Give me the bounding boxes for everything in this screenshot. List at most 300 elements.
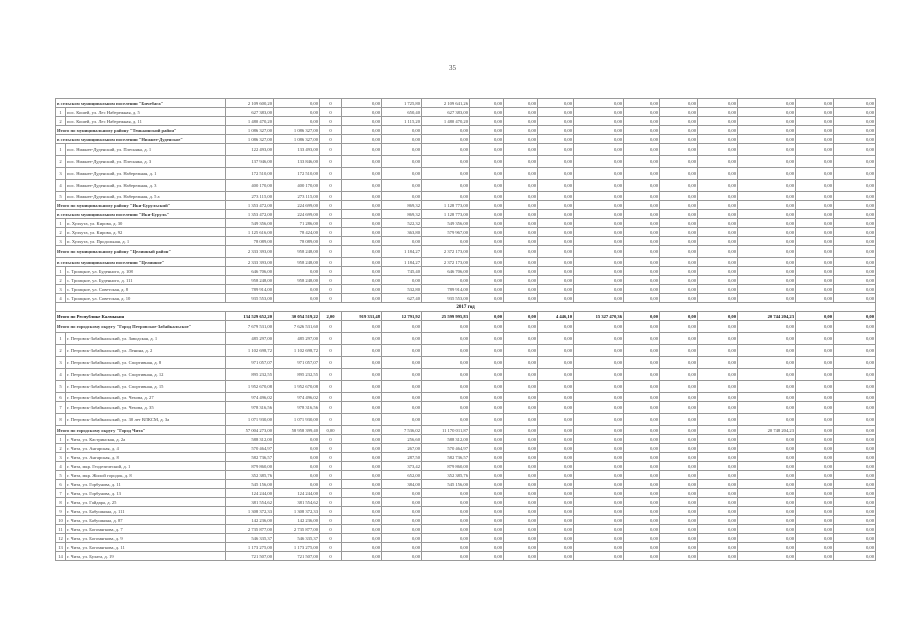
- value-cell: 0,00: [470, 534, 504, 543]
- value-cell: 0,00: [624, 99, 660, 108]
- year-label: 2017 год: [56, 303, 876, 312]
- value-cell: 1 308 372,33: [274, 507, 320, 516]
- value-cell: 0,00: [624, 462, 660, 471]
- value-cell: 895 232,55: [226, 369, 274, 381]
- value-cell: 0,00: [698, 201, 738, 210]
- value-cell: 0,00: [738, 99, 796, 108]
- value-cell: 978 316,56: [226, 402, 274, 414]
- value-cell: 0,00: [624, 246, 660, 258]
- value-cell: 0,00: [698, 453, 738, 462]
- value-cell: 381 554,62: [274, 498, 320, 507]
- value-cell: 267,00: [382, 444, 422, 453]
- value-cell: 0,00: [382, 381, 422, 393]
- value-cell: 545 156,00: [226, 480, 274, 489]
- row-index: 2: [56, 276, 66, 285]
- value-cell: 0,00: [698, 345, 738, 357]
- value-cell: 879 860,00: [226, 462, 274, 471]
- value-cell: 869,32: [382, 201, 422, 210]
- row-index: 11: [56, 525, 66, 534]
- value-cell: 0,00: [796, 99, 834, 108]
- value-cell: 0,00: [470, 393, 504, 402]
- value-cell: 0,00: [342, 471, 382, 480]
- value-cell: 0,00: [382, 534, 422, 543]
- value-cell: 287,50: [382, 453, 422, 462]
- value-cell: 0,00: [660, 99, 698, 108]
- value-cell: 0,00: [624, 192, 660, 201]
- value-cell: 0: [320, 498, 342, 507]
- value-cell: 0,00: [342, 237, 382, 246]
- value-cell: 0,00: [574, 237, 624, 246]
- value-cell: 0,00: [796, 381, 834, 393]
- value-cell: 0,00: [342, 321, 382, 333]
- value-cell: 0,00: [504, 369, 538, 381]
- value-cell: 0,00: [834, 144, 876, 156]
- value-cell: 0: [320, 543, 342, 552]
- value-cell: 0,00: [574, 393, 624, 402]
- value-cell: 0,00: [660, 312, 698, 321]
- value-cell: 0,00: [470, 516, 504, 525]
- value-cell: 0,00: [624, 108, 660, 117]
- value-cell: 0,00: [660, 414, 698, 426]
- value-cell: 721 507,00: [226, 552, 274, 561]
- value-cell: 0,00: [738, 285, 796, 294]
- value-cell: 0,00: [624, 258, 660, 267]
- value-cell: 0,00: [738, 471, 796, 480]
- value-cell: 2 735 877,00: [274, 525, 320, 534]
- value-cell: 0,00: [470, 345, 504, 357]
- value-cell: 0,00: [624, 267, 660, 276]
- value-cell: 0: [320, 99, 342, 108]
- value-cell: 0,00: [504, 333, 538, 345]
- value-cell: 0,00: [834, 294, 876, 303]
- value-cell: 0,00: [574, 192, 624, 201]
- value-cell: 0,00: [660, 276, 698, 285]
- value-cell: 0,00: [796, 333, 834, 345]
- value-cell: 0,00: [504, 489, 538, 498]
- value-cell: 0,00: [574, 381, 624, 393]
- value-cell: 0,00: [504, 156, 538, 168]
- value-cell: 0,00: [320, 426, 342, 435]
- value-cell: 0,00: [698, 192, 738, 201]
- value-cell: 0,00: [574, 414, 624, 426]
- value-cell: 0,00: [470, 192, 504, 201]
- value-cell: 0,00: [738, 381, 796, 393]
- value-cell: 0,00: [470, 285, 504, 294]
- value-cell: 0: [320, 552, 342, 561]
- value-cell: 0,00: [738, 333, 796, 345]
- value-cell: 0,00: [342, 201, 382, 210]
- row-index: 2: [56, 156, 66, 168]
- value-cell: 0: [320, 201, 342, 210]
- value-cell: 0,00: [274, 444, 320, 453]
- value-cell: 745,40: [382, 267, 422, 276]
- value-cell: 0,00: [342, 108, 382, 117]
- value-cell: 0,00: [342, 552, 382, 561]
- table-row: [56, 393, 876, 402]
- value-cell: 0,00: [422, 156, 470, 168]
- row-index: 14: [56, 552, 66, 561]
- value-cell: 0,00: [574, 435, 624, 444]
- value-cell: 0,00: [274, 471, 320, 480]
- value-cell: 0,00: [574, 144, 624, 156]
- table-row: [56, 144, 876, 156]
- value-cell: 0,00: [342, 156, 382, 168]
- value-cell: 12 791,92: [382, 312, 422, 321]
- value-cell: 0: [320, 534, 342, 543]
- row-index: 10: [56, 516, 66, 525]
- value-cell: 0,00: [422, 414, 470, 426]
- value-cell: 172 510,00: [226, 168, 274, 180]
- value-cell: 0,00: [698, 219, 738, 228]
- address-cell: с. Троицкое, ул. Советская, д. 10: [66, 294, 226, 303]
- value-cell: 0,00: [660, 480, 698, 489]
- value-cell: 0,00: [470, 312, 504, 321]
- value-cell: 0,00: [538, 156, 574, 168]
- value-cell: 0,00: [504, 402, 538, 414]
- value-cell: 0,00: [470, 525, 504, 534]
- value-cell: 0,00: [538, 228, 574, 237]
- value-cell: 0,00: [538, 219, 574, 228]
- value-cell: 0,00: [504, 453, 538, 462]
- value-cell: 0,00: [660, 498, 698, 507]
- value-cell: 0,00: [382, 180, 422, 192]
- value-cell: 0,00: [738, 489, 796, 498]
- value-cell: 2 109 600,20: [226, 99, 274, 108]
- value-cell: 0,00: [698, 117, 738, 126]
- value-cell: 0,00: [796, 402, 834, 414]
- value-cell: 0,00: [342, 516, 382, 525]
- value-cell: 0,00: [660, 210, 698, 219]
- value-cell: 582 736,57: [422, 453, 470, 462]
- value-cell: 0: [320, 333, 342, 345]
- value-cell: 0,00: [834, 258, 876, 267]
- value-cell: 133 846,00: [274, 156, 320, 168]
- value-cell: 0,00: [538, 402, 574, 414]
- value-cell: 0,00: [470, 180, 504, 192]
- value-cell: 0: [320, 276, 342, 285]
- table-row: [56, 462, 876, 471]
- value-cell: 0,00: [660, 117, 698, 126]
- value-cell: 0,00: [738, 516, 796, 525]
- value-cell: 0,00: [504, 534, 538, 543]
- value-cell: 0: [320, 453, 342, 462]
- value-cell: 2 333 393,00: [226, 258, 274, 267]
- value-cell: 0,00: [538, 435, 574, 444]
- value-cell: 0: [320, 369, 342, 381]
- value-cell: 0,00: [504, 285, 538, 294]
- value-cell: 20 748 204,23: [738, 426, 796, 435]
- group-name-cell: в сельском муниципальном поселении "Целинное": [56, 258, 226, 267]
- value-cell: 0,00: [504, 201, 538, 210]
- value-cell: 1 071 930,00: [274, 414, 320, 426]
- value-cell: 0,00: [796, 516, 834, 525]
- value-cell: 2,00: [320, 312, 342, 321]
- value-cell: 0,00: [574, 321, 624, 333]
- value-cell: 0,00: [796, 498, 834, 507]
- value-cell: 0,00: [504, 126, 538, 135]
- value-cell: 652,00: [382, 471, 422, 480]
- value-cell: 0,00: [470, 462, 504, 471]
- value-cell: 0,00: [796, 345, 834, 357]
- value-cell: 0,00: [538, 489, 574, 498]
- value-cell: 0,00: [834, 444, 876, 453]
- value-cell: 0,00: [470, 126, 504, 135]
- value-cell: 0,00: [382, 516, 422, 525]
- address-cell: пос. Нижнее-Дуденский, ул. Набережная, д. 1: [66, 168, 226, 180]
- value-cell: 0,00: [574, 453, 624, 462]
- value-cell: 0,00: [470, 435, 504, 444]
- value-cell: 1 086 327,00: [274, 126, 320, 135]
- address-cell: г. Чита, ул. Горбунова, д. 13: [66, 489, 226, 498]
- value-cell: 0,00: [738, 552, 796, 561]
- value-cell: 0,00: [698, 357, 738, 369]
- value-cell: 532,80: [382, 285, 422, 294]
- value-cell: 1 086 327,00: [226, 135, 274, 144]
- value-cell: 0,00: [738, 126, 796, 135]
- value-cell: 256,60: [382, 435, 422, 444]
- value-cell: 0,00: [382, 237, 422, 246]
- value-cell: 0: [320, 414, 342, 426]
- group-row: [56, 312, 876, 321]
- value-cell: 0,00: [342, 525, 382, 534]
- value-cell: 0,00: [470, 426, 504, 435]
- value-cell: 0,00: [470, 369, 504, 381]
- value-cell: 0,00: [738, 357, 796, 369]
- value-cell: 0,00: [470, 210, 504, 219]
- group-name-cell: в сельском муниципальном поселении "Нижнее-Дуденское": [56, 135, 226, 144]
- value-cell: 0,00: [574, 135, 624, 144]
- value-cell: 0,00: [624, 543, 660, 552]
- value-cell: 0,00: [738, 345, 796, 357]
- value-cell: 2 372 173,00: [422, 246, 470, 258]
- value-cell: 0,00: [834, 228, 876, 237]
- value-cell: 0,00: [698, 435, 738, 444]
- value-cell: 0,00: [342, 489, 382, 498]
- value-cell: 0,00: [382, 357, 422, 369]
- value-cell: 0,00: [342, 462, 382, 471]
- value-cell: 0,00: [574, 543, 624, 552]
- value-cell: 0,00: [660, 462, 698, 471]
- value-cell: 7 679 531,00: [226, 321, 274, 333]
- value-cell: 0,00: [382, 135, 422, 144]
- value-cell: 0,00: [738, 534, 796, 543]
- value-cell: 0,00: [382, 552, 422, 561]
- value-cell: 0,00: [470, 294, 504, 303]
- value-cell: 0,00: [698, 516, 738, 525]
- value-cell: 627,40: [382, 294, 422, 303]
- address-cell: пос. Нижнее-Дуденский, ул. Плесняка, д. 1: [66, 144, 226, 156]
- value-cell: 122 493,00: [226, 144, 274, 156]
- row-index: 2: [56, 444, 66, 453]
- group-row: [56, 426, 876, 435]
- value-cell: 78 424,00: [274, 228, 320, 237]
- value-cell: 0,00: [504, 228, 538, 237]
- value-cell: 0,00: [834, 489, 876, 498]
- value-cell: 0,00: [624, 444, 660, 453]
- value-cell: 0,00: [624, 201, 660, 210]
- table-row: [56, 345, 876, 357]
- value-cell: 0,00: [422, 507, 470, 516]
- value-cell: 0,00: [660, 435, 698, 444]
- value-cell: 0,00: [660, 444, 698, 453]
- row-index: 4: [56, 294, 66, 303]
- value-cell: 1 184,27: [382, 258, 422, 267]
- value-cell: 0: [320, 435, 342, 444]
- value-cell: 224 699,00: [274, 210, 320, 219]
- value-cell: 0,00: [738, 369, 796, 381]
- value-cell: 0: [320, 180, 342, 192]
- value-cell: 0,00: [274, 99, 320, 108]
- value-cell: 0,00: [834, 312, 876, 321]
- value-cell: 0,00: [834, 471, 876, 480]
- address-cell: г. Петровск-Забайкальский, ул. Спортивная, д. 8: [66, 357, 226, 369]
- value-cell: 0,00: [422, 552, 470, 561]
- value-cell: 0,00: [796, 192, 834, 201]
- value-cell: 0,00: [342, 168, 382, 180]
- value-cell: 0,00: [504, 444, 538, 453]
- value-cell: 0,00: [574, 444, 624, 453]
- value-cell: 1 952 670,08: [274, 381, 320, 393]
- value-cell: 0,00: [504, 552, 538, 561]
- value-cell: 0,00: [342, 345, 382, 357]
- value-cell: 0,00: [834, 219, 876, 228]
- value-cell: 1 128 773,00: [422, 201, 470, 210]
- value-cell: 0,00: [538, 267, 574, 276]
- value-cell: 0,00: [624, 237, 660, 246]
- value-cell: 0,00: [834, 201, 876, 210]
- value-cell: 1 952 670,08: [226, 381, 274, 393]
- value-cell: 20 744 204,23: [738, 312, 796, 321]
- value-cell: 0,00: [422, 516, 470, 525]
- table-row: [56, 453, 876, 462]
- value-cell: 0,00: [796, 357, 834, 369]
- value-cell: 0: [320, 345, 342, 357]
- value-cell: 0,00: [274, 462, 320, 471]
- value-cell: 0,00: [738, 543, 796, 552]
- address-cell: г. Петровск-Забайкальский, ул. Спортивная, д. 15: [66, 381, 226, 393]
- value-cell: 0,00: [660, 228, 698, 237]
- value-cell: 0,00: [660, 108, 698, 117]
- value-cell: 0,00: [624, 180, 660, 192]
- value-cell: 0,00: [382, 192, 422, 201]
- value-cell: 0,00: [504, 312, 538, 321]
- value-cell: 0,00: [422, 393, 470, 402]
- value-cell: 0: [320, 168, 342, 180]
- value-cell: 1 184,27: [382, 246, 422, 258]
- value-cell: 0,00: [796, 294, 834, 303]
- table-row: [56, 192, 876, 201]
- value-cell: 0,00: [538, 516, 574, 525]
- value-cell: 0,00: [504, 135, 538, 144]
- row-index: 3: [56, 237, 66, 246]
- value-cell: 549 356,00: [226, 219, 274, 228]
- value-cell: 0,00: [274, 435, 320, 444]
- value-cell: 0,00: [624, 402, 660, 414]
- value-cell: 0,00: [504, 471, 538, 480]
- value-cell: 0,00: [738, 192, 796, 201]
- value-cell: 0,00: [796, 168, 834, 180]
- value-cell: 546 335,37: [274, 534, 320, 543]
- address-cell: г. Чита, ул. Кастринская, д. 2а: [66, 435, 226, 444]
- table-body: [56, 99, 876, 561]
- row-index: 3: [56, 453, 66, 462]
- value-cell: 0,00: [660, 144, 698, 156]
- value-cell: 0,00: [504, 480, 538, 489]
- value-cell: 0,00: [796, 210, 834, 219]
- table-row: [56, 228, 876, 237]
- row-index: 2: [56, 117, 66, 126]
- value-cell: 0,00: [834, 462, 876, 471]
- row-index: 1: [56, 144, 66, 156]
- value-cell: 0,00: [796, 435, 834, 444]
- value-cell: 0,00: [342, 219, 382, 228]
- value-cell: 15 327 470,36: [574, 312, 624, 321]
- value-cell: 0,00: [796, 285, 834, 294]
- value-cell: 0,00: [538, 552, 574, 561]
- value-cell: 0,00: [342, 426, 382, 435]
- table-row: [56, 414, 876, 426]
- table-row: [56, 180, 876, 192]
- value-cell: 400 170,00: [226, 180, 274, 192]
- value-cell: 1 071 930,00: [226, 414, 274, 426]
- value-cell: 0,00: [660, 471, 698, 480]
- value-cell: 0: [320, 210, 342, 219]
- value-cell: 0,00: [504, 414, 538, 426]
- row-index: 5: [56, 471, 66, 480]
- value-cell: 0,00: [698, 414, 738, 426]
- value-cell: 1 086 327,00: [226, 126, 274, 135]
- value-cell: 0,00: [422, 369, 470, 381]
- value-cell: 0,00: [504, 426, 538, 435]
- row-index: 1: [56, 333, 66, 345]
- value-cell: 0,00: [538, 414, 574, 426]
- row-index: 7: [56, 489, 66, 498]
- address-cell: г. Чита, ул. Гайдара, д. 25: [66, 498, 226, 507]
- value-cell: 0,00: [834, 534, 876, 543]
- value-cell: 0,00: [698, 381, 738, 393]
- row-index: 2: [56, 345, 66, 357]
- value-cell: 0,00: [470, 99, 504, 108]
- value-cell: 0,00: [504, 168, 538, 180]
- table-row: [56, 402, 876, 414]
- group-name-cell: Итого по муниципальному району "Тенькинский район": [56, 126, 226, 135]
- value-cell: 0,00: [574, 426, 624, 435]
- value-cell: 958 248,00: [274, 246, 320, 258]
- value-cell: 1 102 698,72: [274, 345, 320, 357]
- value-cell: 0,00: [538, 369, 574, 381]
- value-cell: 0,00: [834, 276, 876, 285]
- value-cell: 0,00: [660, 267, 698, 276]
- value-cell: 0,00: [574, 210, 624, 219]
- value-cell: 0,00: [342, 543, 382, 552]
- value-cell: 0,00: [624, 507, 660, 516]
- value-cell: 0,00: [574, 534, 624, 543]
- value-cell: 0,00: [738, 168, 796, 180]
- value-cell: 582 736,57: [226, 453, 274, 462]
- value-cell: 0,00: [660, 516, 698, 525]
- value-cell: 0,00: [796, 258, 834, 267]
- value-cell: 0,00: [504, 498, 538, 507]
- value-cell: 0: [320, 192, 342, 201]
- value-cell: 0,00: [422, 381, 470, 393]
- value-cell: 0,00: [538, 99, 574, 108]
- value-cell: 0,00: [342, 258, 382, 267]
- value-cell: 0,00: [504, 144, 538, 156]
- value-cell: 0: [320, 126, 342, 135]
- value-cell: 0,00: [834, 180, 876, 192]
- value-cell: 0,00: [504, 246, 538, 258]
- value-cell: 0,00: [342, 333, 382, 345]
